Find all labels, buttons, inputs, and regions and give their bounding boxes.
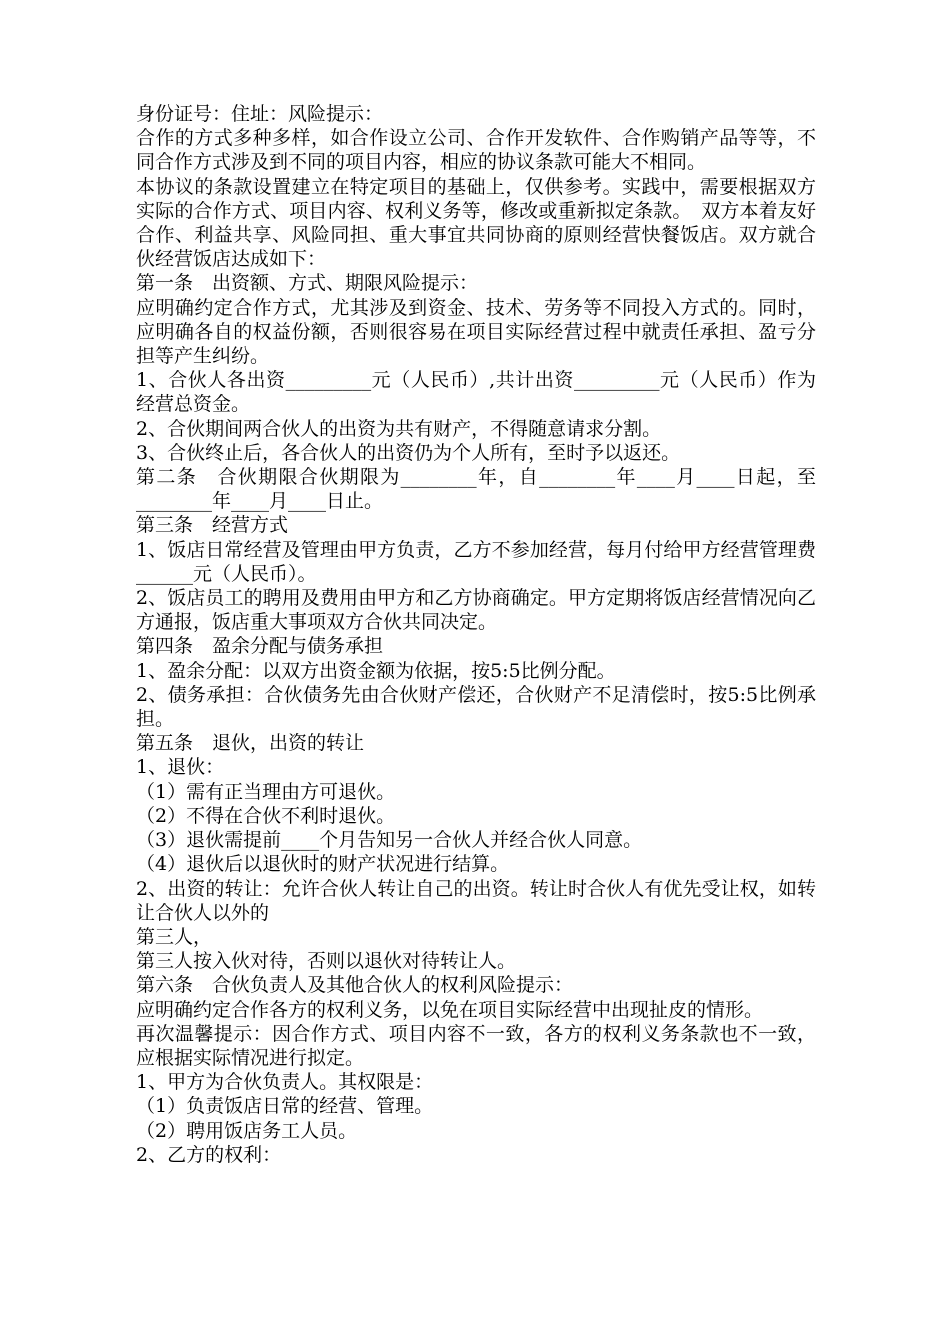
- article-5-item-4: （4）退伙后以退伙时的财产状况进行结算。: [136, 853, 510, 876]
- article-6-clause-2: 2、乙方的权利：: [136, 1143, 282, 1166]
- article-4-heading: 第四条 盈余分配与债务承担: [136, 635, 384, 658]
- article-5-clause-1: 1、退伙：: [136, 756, 225, 779]
- document-page: [136, 102, 816, 1167]
- article-1-clause-1: 1、合伙人各出资_________元（人民币）,共计出资_________元（人民币）作为经营总资金。: [136, 369, 816, 416]
- article-5-heading: 第五条 退伙，出资的转让: [136, 732, 365, 755]
- article-6-heading: 第六条 合伙负责人及其他合伙人的权利风险提示：: [136, 974, 574, 997]
- article-5-clause-2-cont-1: 第三人，: [136, 925, 213, 948]
- article-3-heading: 第三条 经营方式: [136, 514, 289, 537]
- article-5-item-2: （2）不得在合伙不利时退伙。: [136, 804, 396, 827]
- article-1-heading: 第一条 出资额、方式、期限风险提示：: [136, 272, 479, 295]
- article-6-clause-1: 1、甲方为合伙负责人。其权限是：: [136, 1071, 434, 1094]
- paragraph-reminder: 再次温馨提示：因合作方式、项目内容不一致，各方的权利义务条款也不一致，应根据实际情况进行拟定。: [136, 1022, 816, 1069]
- article-5-item-3: （3）退伙需提前____个月告知另一合伙人并经合伙人同意。: [136, 829, 643, 852]
- paragraph-risk-note-1: 合作的方式多种多样，如合作设立公司、合作开发软件、合作购销产品等等，不同合作方式涉及到不同的项目内容，相应的协议条款可能大不相同。: [136, 127, 816, 174]
- article-6-item-2: （2）聘用饭店务工人员。: [136, 1119, 358, 1142]
- article-5-clause-2-cont-2: 第三人按入伙对待，否则以退伙对待转让人。: [136, 950, 517, 973]
- article-3-clause-2: 2、饭店员工的聘用及费用由甲方和乙方协商确定。甲方定期将饭店经营情况向乙方通报，饭店重大事项双方合伙共同决定。: [136, 587, 816, 634]
- article-4-clause-1: 1、盈余分配：以双方出资金额为依据，按5:5比例分配。: [136, 659, 616, 682]
- paragraph-risk-note-2: 应明确约定合作方式，尤其涉及到资金、技术、劳务等不同投入方式的。同时，应明确各自的权益份额，否则很容易在项目实际经营过程中就责任承担、盈亏分担等产生纠纷。: [136, 296, 816, 368]
- article-1-clause-2: 2、合伙期间两合伙人的出资为共有财产，不得随意请求分割。: [136, 417, 662, 440]
- article-3-clause-1: 1、饭店日常经营及管理由甲方负责，乙方不参加经营，每月付给甲方经营管理费______元（人民币）。: [136, 538, 816, 585]
- article-5-item-1: （1）需有正当理由方可退伙。: [136, 780, 396, 803]
- paragraph-risk-note-3: 应明确约定合作各方的权利义务，以免在项目实际经营中出现扯皮的情形。: [136, 998, 764, 1021]
- article-2-heading: 第二条 合伙期限合伙期限为________年，自________年____月____日起，至________年____月____日止。: [136, 466, 816, 513]
- article-5-clause-2: 2、出资的转让：允许合伙人转让自己的出资。转让时合伙人有优先受让权，如转让合伙人以外的: [136, 877, 816, 924]
- article-4-clause-2: 2、债务承担：合伙债务先由合伙财产偿还，合伙财产不足清偿时，按5:5比例承担。: [136, 683, 816, 731]
- article-6-item-1: （1）负责饭店日常的经营、管理。: [136, 1095, 434, 1118]
- paragraph-header-fields: 身份证号：住址：风险提示：: [136, 103, 384, 125]
- paragraph-intro: 本协议的条款设置建立在特定项目的基础上，仅供参考。实践中，需要根据双方实际的合作方式、项目内容、权利义务等，修改或重新拟定条款。 双方本着友好合作、利益共享、风险同担、重大事宜共同协商的原则经营快餐饭店。双方就合伙经营饭店达成如下：: [136, 175, 816, 271]
- article-1-clause-3: 3、合伙终止后，各合伙人的出资仍为个人所有，至时予以返还。: [136, 441, 681, 464]
